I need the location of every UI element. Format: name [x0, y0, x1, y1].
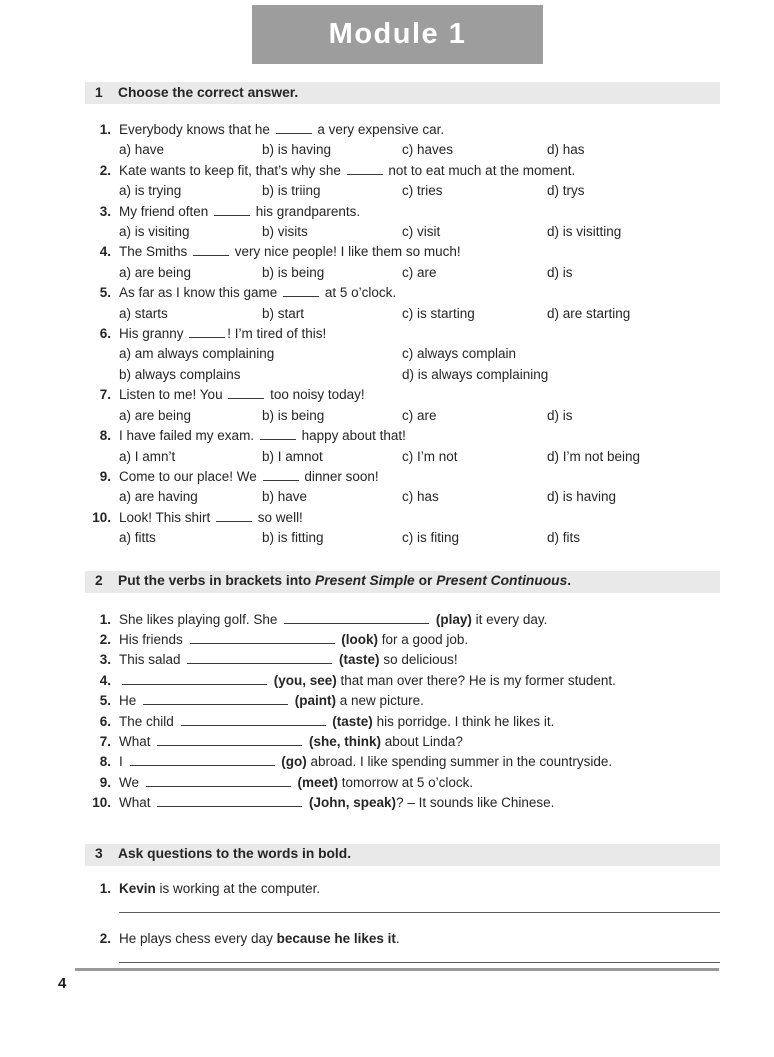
- question-2-5: [85, 691, 720, 711]
- question-number: 2.: [99, 631, 111, 647]
- section-number: 2: [95, 573, 103, 589]
- question-number: 4.: [99, 672, 111, 688]
- option-c: c) I’m not: [402, 448, 458, 464]
- worksheet-content: [85, 82, 720, 979]
- question-text: We (meet) tomorrow at 5 o’clock.: [119, 774, 474, 790]
- question-text: Kate wants to keep fit, that’s why she not to eat much at the moment.: [119, 162, 576, 178]
- question-2-2: [85, 630, 720, 650]
- option-b: b) have: [262, 489, 308, 505]
- section-2: [85, 571, 720, 814]
- question-stem: [85, 120, 720, 140]
- options-row: [119, 263, 720, 283]
- question-stem: [85, 161, 720, 181]
- section-number: 3: [95, 846, 103, 862]
- question-2-1: [85, 610, 720, 630]
- answer-blank: [216, 509, 252, 522]
- question-1-2: [85, 161, 720, 202]
- question-text: As far as I know this game at 5 o’clock.: [119, 285, 397, 301]
- question-number: 7.: [99, 733, 111, 749]
- footer-divider: [75, 968, 719, 971]
- option-a: a) I amn’t: [119, 448, 176, 464]
- option-b: b) start: [262, 305, 305, 321]
- options-row: [119, 181, 720, 201]
- option-c: c) tries: [402, 183, 443, 199]
- question-number: 6.: [99, 326, 111, 342]
- question-text: He (paint) a new picture.: [119, 693, 424, 709]
- question-stem: [85, 242, 720, 262]
- option-c: c) has: [402, 489, 439, 505]
- answer-blank: [157, 794, 302, 807]
- question-number: 5.: [99, 693, 111, 709]
- option-b: b) visits: [262, 224, 308, 240]
- option-a: a) have: [119, 142, 165, 158]
- question-stem: [85, 283, 720, 303]
- question-text: The child (taste) his porridge. I think he likes it.: [119, 713, 555, 729]
- verb-hint: (play): [435, 611, 472, 627]
- question-number: 1.: [99, 122, 111, 137]
- question-number: 3.: [99, 203, 111, 219]
- answer-blank: [187, 651, 332, 664]
- question-text: Listen to me! You too noisy today!: [119, 387, 365, 403]
- option-c: c) always complain: [402, 346, 517, 362]
- question-number: 1.: [99, 611, 111, 627]
- answer-blank: [189, 325, 225, 338]
- question-text: (you, see) that man over there? He is my former student.: [119, 671, 720, 691]
- question-1-3: [85, 202, 720, 243]
- section-title: [118, 844, 351, 864]
- option-d: d) is: [547, 407, 573, 423]
- option-d: d) is always complaining: [402, 366, 549, 382]
- option-d: d) has: [547, 142, 585, 158]
- text-run: or: [414, 573, 437, 589]
- question-text: Everybody knows that he a very expensive car.: [119, 122, 445, 137]
- options-row: [119, 344, 720, 385]
- question-2-10: [85, 793, 720, 813]
- question-number: 6.: [99, 713, 111, 729]
- question-stem: [85, 202, 720, 222]
- section-2-header: [85, 571, 720, 593]
- option-d: d) fits: [547, 530, 581, 546]
- answer-blank: [193, 243, 229, 256]
- option-a: a) is trying: [119, 183, 182, 199]
- option-c: c) are: [402, 407, 437, 423]
- option-a: a) fitts: [119, 530, 156, 546]
- answer-blank: [276, 121, 312, 134]
- options-row: [119, 487, 720, 507]
- section-title: [118, 83, 298, 103]
- option-b: b) is triing: [262, 183, 321, 199]
- question-3-2: [85, 929, 720, 963]
- answer-blank: [181, 713, 326, 726]
- question-1-6: [85, 324, 720, 385]
- option-a: a) is visiting: [119, 224, 190, 240]
- question-number: 10.: [92, 795, 111, 811]
- question-text: This salad (taste) so delicious!: [119, 652, 458, 668]
- question-text: I have failed my exam. happy about that!: [119, 428, 406, 444]
- text-run: .: [395, 931, 400, 946]
- verb-hint: (meet): [297, 774, 339, 790]
- question-number: 10.: [92, 509, 111, 525]
- option-c: c) are: [402, 264, 437, 280]
- options-row: [119, 528, 720, 548]
- text-run: Put the verbs in brackets into: [118, 573, 316, 589]
- section-1-header: [85, 82, 720, 104]
- question-text: Come to our place! We dinner soon!: [119, 468, 379, 484]
- option-b: b) I amnot: [262, 448, 323, 464]
- question-text: I (go) abroad. I like spending summer in the countryside.: [119, 754, 613, 770]
- option-d: d) are starting: [547, 305, 631, 321]
- question-number: 3.: [99, 652, 111, 668]
- options-row: [119, 406, 720, 426]
- question-text: [119, 929, 720, 949]
- question-list: [85, 610, 720, 814]
- answer-blank: [283, 284, 319, 297]
- option-a: a) starts: [119, 305, 168, 321]
- verb-hint: (look): [341, 631, 379, 647]
- question-stem: [85, 508, 720, 528]
- verb-hint: (taste): [332, 713, 373, 729]
- text-run: He plays chess every day: [119, 931, 277, 946]
- verb-hint: (taste): [339, 652, 380, 668]
- question-number: 2.: [99, 931, 111, 946]
- text-run: Present Continuous: [436, 573, 568, 589]
- question-number: 5.: [99, 285, 111, 301]
- option-a: a) are having: [119, 489, 198, 505]
- options-row: [119, 447, 720, 467]
- option-a: a) are being: [119, 407, 192, 423]
- answer-blank: [284, 611, 429, 624]
- option-b: b) is being: [262, 264, 325, 280]
- options-row: [119, 304, 720, 324]
- option-d: d) is: [547, 264, 573, 280]
- answer-blank: [260, 427, 296, 440]
- question-text: The Smiths very nice people! I like them so much!: [119, 244, 461, 260]
- answer-line: [119, 962, 720, 963]
- option-c: c) is starting: [402, 305, 475, 321]
- text-run: Choose the correct answer.: [118, 84, 299, 100]
- question-number: 4.: [99, 244, 111, 260]
- sections-container: [85, 82, 720, 963]
- section-title: [118, 571, 571, 591]
- question-stem: [85, 467, 720, 487]
- option-d: d) is having: [547, 489, 617, 505]
- question-stem: [85, 929, 720, 949]
- answer-blank: [228, 386, 264, 399]
- text-run: is working at the computer.: [155, 880, 321, 896]
- section-3: [85, 844, 720, 964]
- question-1-7: [85, 385, 720, 426]
- question-number: 7.: [99, 387, 111, 403]
- question-2-8: [85, 752, 720, 772]
- options-row: [119, 222, 720, 242]
- question-number: 9.: [99, 774, 111, 790]
- question-2-3: [85, 650, 720, 670]
- answer-blank: [122, 672, 267, 685]
- question-number: 8.: [99, 754, 111, 770]
- question-2-4: [85, 671, 720, 691]
- option-c: c) haves: [402, 142, 454, 158]
- question-text: She likes playing golf. She (play) it every day.: [119, 611, 548, 627]
- question-list: [85, 879, 720, 964]
- question-number: 2.: [99, 162, 111, 178]
- question-2-7: [85, 732, 720, 752]
- verb-hint: (you, see): [273, 672, 337, 688]
- question-2-6: [85, 712, 720, 732]
- question-1-9: [85, 467, 720, 508]
- question-1-1: [85, 120, 720, 161]
- question-text: My friend often his grandparents.: [119, 203, 361, 219]
- option-b: b) always complains: [119, 366, 241, 382]
- option-d: d) is visitting: [547, 224, 622, 240]
- text-run: .: [567, 573, 572, 589]
- option-c: c) visit: [402, 224, 441, 240]
- answer-blank: [143, 692, 288, 705]
- question-list: [85, 120, 720, 549]
- question-1-8: [85, 426, 720, 467]
- option-b: b) is being: [262, 407, 325, 423]
- options-row: [119, 140, 720, 160]
- question-text: What (she, think) about Linda?: [119, 733, 463, 749]
- question-text: Look! This shirt so well!: [119, 509, 303, 525]
- answer-blank: [190, 631, 335, 644]
- text-run: Present Simple: [315, 573, 415, 589]
- option-a: a) are being: [119, 264, 192, 280]
- question-1-10: [85, 508, 720, 549]
- question-1-4: [85, 242, 720, 283]
- question-text: His friends (look) for a good job.: [119, 631, 469, 647]
- question-number: 9.: [99, 468, 111, 484]
- answer-blank: [157, 733, 302, 746]
- answer-blank: [347, 162, 383, 175]
- question-text: His granny ! I’m tired of this!: [119, 326, 327, 342]
- answer-blank: [214, 203, 250, 216]
- option-c: c) is fiting: [402, 530, 460, 546]
- text-run: Kevin: [119, 880, 156, 896]
- question-text: What (John, speak)? – It sounds like Chinese.: [119, 795, 555, 811]
- option-d: d) trys: [547, 183, 585, 199]
- module-header-box: [252, 5, 543, 64]
- question-stem: [85, 324, 720, 344]
- question-stem: [85, 385, 720, 405]
- section-number: 1: [95, 84, 103, 100]
- answer-blank: [130, 753, 275, 766]
- question-3-1: [85, 879, 720, 913]
- verb-hint: (she, think): [309, 733, 382, 749]
- question-2-9: [85, 773, 720, 793]
- option-b: b) is fitting: [262, 530, 324, 546]
- option-d: d) I’m not being: [547, 448, 641, 464]
- answer-blank: [263, 468, 299, 481]
- section-1: [85, 82, 720, 549]
- page-number: 4: [58, 975, 67, 992]
- answer-line: [119, 912, 720, 913]
- question-number: 8.: [99, 428, 111, 444]
- section-3-header: [85, 844, 720, 866]
- question-1-5: [85, 283, 720, 324]
- question-stem: [85, 426, 720, 446]
- option-a: a) am always complaining: [119, 346, 275, 362]
- text-run: Ask questions to the words in bold.: [118, 846, 352, 862]
- verb-hint: (paint): [294, 693, 337, 709]
- answer-blank: [146, 774, 291, 787]
- option-b: b) is having: [262, 142, 332, 158]
- verb-hint: (go): [281, 754, 307, 770]
- module-title: Module 1: [328, 18, 467, 50]
- text-run: because he likes it: [276, 931, 396, 946]
- question-stem: [85, 879, 720, 899]
- question-number: 1.: [99, 880, 111, 896]
- question-text: [119, 879, 720, 899]
- verb-hint: (John, speak): [309, 795, 397, 811]
